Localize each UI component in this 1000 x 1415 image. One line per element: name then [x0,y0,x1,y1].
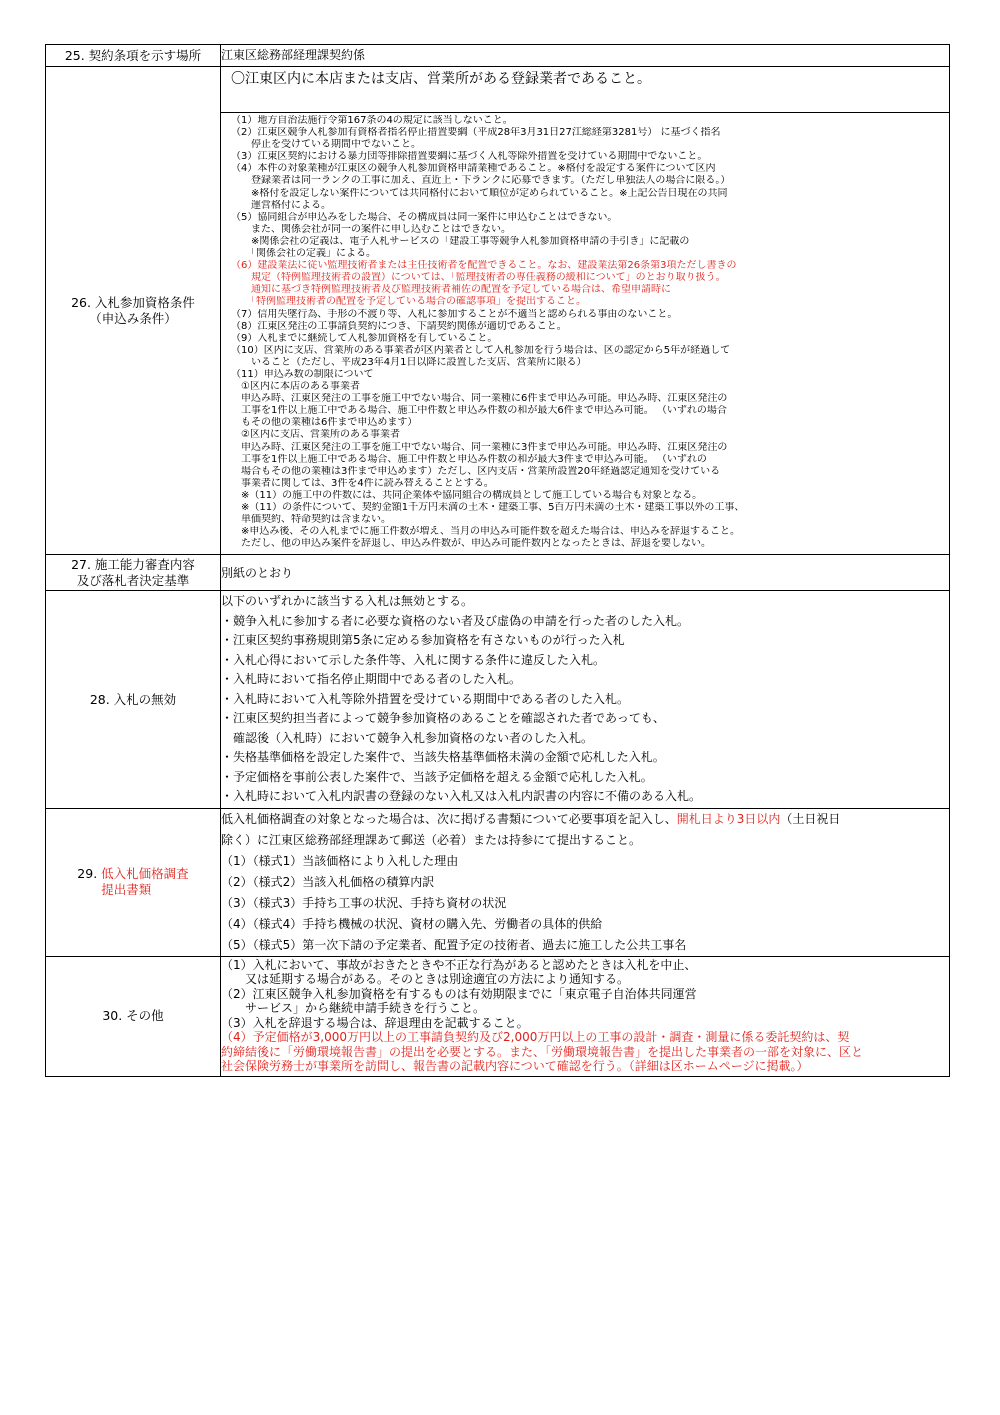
document-item: （2）（様式2）当該入札価格の積算内訳 [221,874,435,889]
row-27-text: 別紙のとおり [221,566,294,581]
condition-line: もその他の業種は6件まで申込めます） [231,417,418,429]
row-28 [46,591,950,809]
condition-line: ※申込み後、その入札までに施工件数が増え、当月の申込み可能件数を超えた場合は、申込みを辞退すること。 [231,526,740,538]
row-26-headline: 〇江東区内に本店または支店、営業所がある登録業者であること。 [221,67,949,113]
row-29-label-line2: 提出書類 [101,882,152,898]
row-30 [46,956,950,1076]
labor-report-line: 社会保険労務士が事業所を訪問し、報告書の記載内容について確認を行う。（詳細は区ホームページに掲載。） [221,1059,809,1074]
row-26-label-line2: （申込み条件） [89,310,177,326]
condition-line: （7）信用失墜行為、手形の不渡り等、入札に参加することが不適当と認められる事由のないこと。 [231,308,678,320]
condition-line: 事業者に関しては、3件を4件に読み替えることとする。 [231,477,494,489]
condition-line: （2）江東区競争入札参加有資格者指名停止措置要綱（平成28年3月31日27江総経第3281号） に基づく指名 [231,127,721,139]
row-30-label: 30. その他 [46,956,221,1076]
invalid-bid-line: ・入札時において入札等除外措置を受けている期間中である者のした入札。 [221,691,630,706]
row-29-intro-line2: 除く）に江東区総務部経理課あて郵送（必着）または持参にて提出すること。 [221,832,642,847]
contract-conditions-table [45,44,950,1077]
row-29-label-num: 29. [77,866,98,882]
condition-line: 場合もその他の業種は3件まで申込めます）ただし、区内支店・営業所設置20年経過認定通知を受けている [231,465,721,477]
condition-line: （6）建設業法に従い監理技術者または主任技術者を配置できること。なお、建設業法第26条第3項ただし書きの [231,260,737,272]
row-27-label [46,555,221,591]
invalid-bid-line: ・予定価格を事前公表した案件で、当該予定価格を超える金額で応札した入札。 [221,769,653,784]
row-25 [46,45,950,67]
row-29-intro-c: （土日祝日 [780,811,841,826]
condition-line: （3）江東区契約における暴力団等排除措置要綱に基づく入札等除外措置を受けている期間中でないこと。 [231,151,708,163]
invalid-bid-line: ・失格基準価格を設定した案件で、当該失格基準価格未満の金額で応札した入札。 [221,750,665,765]
other-line: サービス」から継続申請手続きを行うこと。 [221,1001,486,1016]
invalid-bid-line: 確認後（入札時）において競争入札参加資格のない者のした入札。 [221,730,594,745]
document-item: （5）（様式5）第一次下請の予定業者、配置予定の技術者、過去に施工した公共工事名 [221,937,687,952]
row-29-label [46,808,221,956]
row-26 [46,67,950,555]
row-26-content [221,67,950,555]
condition-line: 規定（特例監理技術者の設置）については、「監理技術者の専任義務の緩和について」のとおり取り扱う。 [231,272,726,284]
row-29-intro-line1 [221,809,949,830]
row-29-documents-list [221,851,949,956]
condition-line: 運営格付による。 [231,199,331,211]
row-29-content [221,808,950,956]
row-26-label-line1: 26. 入札参加資格条件 [71,294,195,310]
condition-line: （5）協同組合が申込みをした場合、その構成員は同一案件に申込むことはできない。 [231,211,618,223]
condition-line: ※（11）の条件について、契約金額1千万円未満の土木・建築工事、5百万円未満の土木・建築工事以外の工事、 [231,502,745,513]
condition-line: いること（ただし、平成23年4月1日以降に設置した支店、営業所に限る） [231,356,587,368]
condition-line: ①区内に本店のある事業者 [231,381,360,393]
condition-line: （4）本件の対象業種が江東区の競争入札参加資格申請業種であること。※格付を設定する案件について区内 [231,163,716,175]
invalid-bid-line: ・入札時において指名停止期間中である者のした入札。 [221,672,522,687]
invalid-bid-line: ・入札心得において示した条件等、入札に関する条件に違反した入札。 [221,652,606,667]
invalid-bid-line: ・江東区契約事務規則第5条に定める参加資格を有さないものが行った入札 [221,633,625,648]
invalid-bid-line: ・江東区契約担当者によって競争参加資格のあることを確認された者であっても、 [221,711,665,726]
condition-line: ②区内に支店、営業所のある事業者 [231,429,400,441]
document-item: （4）（様式4）手持ち機械の状況、資材の購入先、労働者の具体的供給 [221,916,603,931]
row-27-label-line1: 27. 施工能力審査内容 [71,556,195,572]
row-27-content [221,555,950,591]
invalid-bid-line: ・入札時において入札内訳書の登録のない入札又は入札内訳書の内容に不備のある入札。 [221,789,702,804]
row-26-conditions-list [221,113,949,554]
row-27 [46,555,950,591]
invalid-bid-line: 以下のいずれかに該当する入札は無効とする。 [221,594,474,609]
row-29-intro-a: 低入札価格調査の対象となった場合は、次に掲げる書類について必要事項を記入し、 [221,811,677,826]
condition-line: 「特例監理技術者の配置を予定している場合の確認事項」を提出すること。 [231,296,586,308]
condition-line: ただし、他の申込み案件を辞退し、申込み件数が、申込み可能件数内となったときは、辞退を要しない。 [231,538,711,550]
condition-line: 工事を1件以上施工中である場合、施工中件数と申込み件数の和が最大3件まで申込み可能。 （いずれの [231,453,707,465]
row-29 [46,808,950,956]
document-item: （1）（様式1）当該価格により入札した理由 [221,853,459,868]
row-30-labor-report-note [221,1030,949,1076]
row-28-content [221,591,950,809]
condition-line: 申込み時、江東区発注の工事を施工中でない場合、同一業種に6件まで申込み可能。申込み時、江東区発注の [231,393,728,405]
row-29-label-line1: 低入札価格調査 [101,866,189,882]
other-line: （3）入札を辞退する場合は、辞退理由を記載すること。 [221,1015,529,1030]
row-27-label-line2: 及び落札者決定基準 [76,572,190,588]
condition-line: （11）申込み数の制限について [231,368,374,380]
condition-line: 通知に基づき特例監理技術者及び監理技術者補佐の配置を予定している場合は、希望申請時に [231,284,671,296]
other-line: 又は延期する場合がある。そのときは別途適宜の方法により通知する。 [221,972,630,987]
row-25-text: 江東区総務部経理課契約係 [221,47,366,62]
row-29-label-wrap [77,866,188,898]
condition-line: 工事を1件以上施工中である場合、施工中件数と申込み件数の和が最大6件まで申込み可能。 （いずれの場合 [231,405,727,417]
document-item: （3）（様式3）手持ち工事の状況、手持ち資材の状況 [221,895,507,910]
other-line: （2）江東区競争入札参加資格を有するものは有効期限までに「東京電子自治体共同運営 [221,986,697,1001]
labor-report-line: （4）予定価格が3,000万円以上の工事請負契約及び2,000万円以上の工事の設計・調査・測量に係る委託契約は、契 [221,1030,850,1045]
condition-line: 停止を受けている期間中でないこと。 [231,139,421,151]
condition-line: ※（11）の施工中の件数には、共同企業体や協同組合の構成員として施工している場合も対象となる。 [231,489,703,501]
condition-line: 「関係会社の定義」による。 [231,248,376,260]
condition-line: ※関係会社の定義は、電子入札サービスの「建設工事等競争入札参加資格申請の手引き」に記載の [231,235,690,247]
condition-line: また、関係会社が同一の案件に申し込むことはできない。 [231,223,511,235]
condition-line: 単価契約、特命契約は含まない。 [231,514,391,526]
condition-line: 登録業者は同一ランクの工事に加え、直近上・下ランクに応募できます。（ただし単独法人の場合に限る。） [231,175,731,187]
condition-line: ※格付を設定しない案件については共同格付において順位が定められていること。※上記公告日現在の共同 [231,187,728,199]
row-25-label: 25. 契約条項を示す場所 [46,45,221,67]
condition-line: 申込み時、江東区発注の工事を施工中でない場合、同一業種に3件まで申込み可能。申込み時、江東区発注の [231,441,728,453]
row-30-content [221,956,950,1076]
condition-line: （1）地方自治法施行令第167条の4の規定に該当しないこと。 [231,115,513,126]
row-29-deadline: 開札日より3日以内 [676,811,781,826]
condition-line: （8）江東区発注の工事請負契約につき、下請契約関係が適切であること。 [231,320,567,332]
row-25-content [221,45,950,67]
row-28-label: 28. 入札の無効 [46,591,221,809]
row-26-label [46,67,221,555]
labor-report-line: 約締結後に「労働環境報告書」の提出を必要とする。また、「労働環境報告書」を提出した事業者の一部を対象に、区と [221,1044,864,1059]
row-28-invalid-bids-list [221,591,949,808]
condition-line: （9）入札までに継続して入札参加資格を有していること。 [231,332,498,344]
invalid-bid-line: ・競争入札に参加する者に必要な資格のない者及び虚偽の申請を行った者のした入札。 [221,613,690,628]
row-30-other-list [221,957,949,1031]
condition-line: （10）区内に支店、営業所のある事業者が区内業者として入札参加を行う場合は、区の認定から5年が経過して [231,344,731,356]
other-line: （1）入札において、事故がおきたときや不正な行為があると認めたときは入札を中止、 [221,957,697,972]
